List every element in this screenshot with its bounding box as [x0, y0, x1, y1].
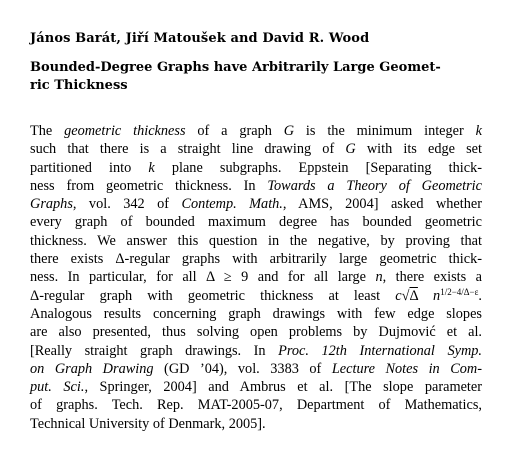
abstract-line: [Really straight graph drawings. In Proc. 12th International Symp. — [30, 342, 482, 359]
abstract-line: ness. In particular, for all Δ ≥ 9 and for all large n, there exists a — [30, 269, 482, 286]
title-line: Bounded-Degree Graphs have Arbitrarily Large Geomet- — [30, 60, 441, 75]
abstract-line: on Graph Drawing (GD ’04), vol. 3383 of Lecture Notes in Com- — [30, 360, 482, 377]
authors: János Barát, Jiří Matoušek and David R. Wood — [30, 31, 370, 46]
abstract-line: put. Sci., Springer, 2004] and Ambrus et al. [The slope parameter — [30, 379, 482, 396]
abstract-line: The geometric thickness of a graph G is the minimum integer k — [30, 123, 482, 139]
abstract-line: there exists Δ-regular graphs with arbitrarily large geometric thick- — [30, 251, 482, 268]
abstract-line: of graphs. Tech. Rep. MAT-2005-07, Department of Mathematics, — [30, 397, 482, 414]
paper-page — [30, 30, 482, 433]
abstract-line: such that there is a straight line drawing of G with its edge set — [30, 141, 483, 158]
abstract-line: ness from geometric thickness. In Towards a Theory of Geometric — [30, 177, 482, 194]
abstract-line: Technical University of Denmark, 2005]. — [30, 415, 266, 432]
abstract-line: Graphs, vol. 342 of Contemp. Math., AMS, 2004] asked whether — [30, 196, 482, 213]
abstract-line: partitioned into k plane subgraphs. Eppstein [Separating thick- — [30, 159, 483, 176]
abstract-line: thickness. We answer this question in the negative, by proving that — [30, 232, 482, 249]
abstract — [30, 122, 482, 433]
abstract-line: Analogous results concerning graph drawings with few edge slopes — [30, 305, 482, 322]
title-line: ric Thickness — [30, 78, 128, 93]
paper-title — [30, 59, 482, 95]
exponent: 1/2−4/Δ−ε — [440, 286, 479, 297]
abstract-line: Δ-regular graph with geometric thickness at least c√Δ $n^{1/2-4/\Delta-\varepsilon}$. — [30, 286, 482, 304]
term-geometric-thickness: geometric thickness — [64, 123, 186, 139]
abstract-line: every graph of bounded maximum degree has bounded geometric — [30, 214, 482, 231]
abstract-line: are also presented, thus solving open problems by Dujmović et al. — [30, 324, 482, 341]
